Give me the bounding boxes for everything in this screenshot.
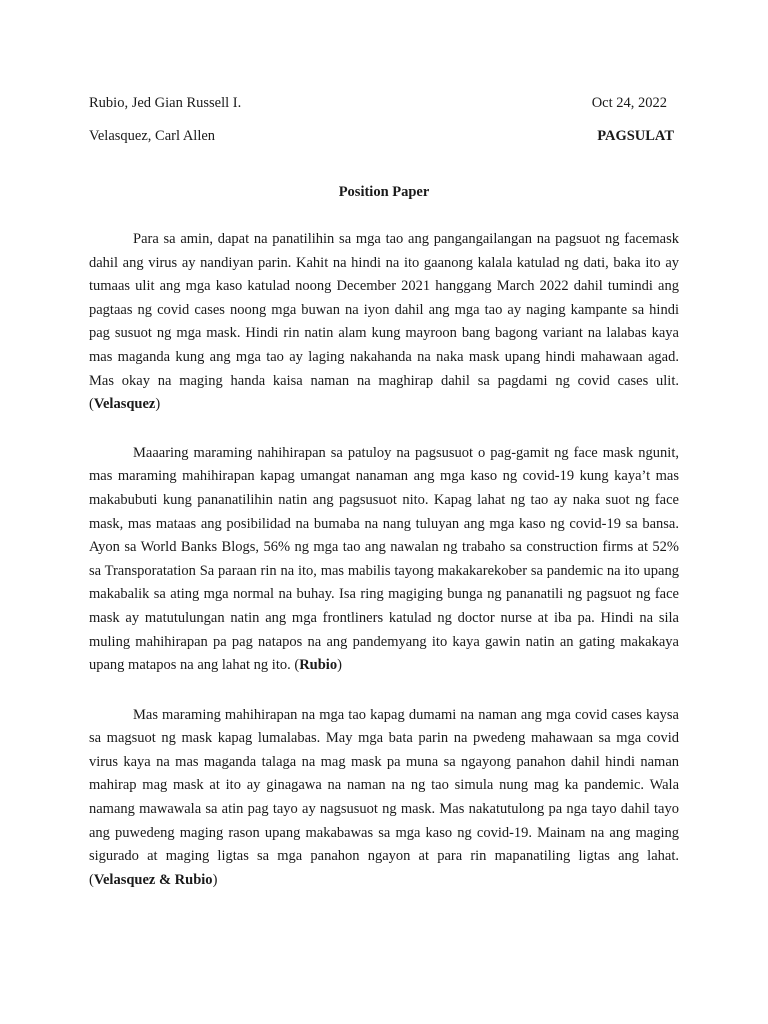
paragraph-1-author: Velasquez	[93, 396, 156, 413]
author-name-2: Velasquez, Carl Allen	[89, 128, 216, 144]
document-date: Oct 24, 2022	[591, 95, 667, 111]
document-page	[89, 93, 679, 892]
paragraph-2-text: Maaaring maraming nahihirapan sa patuloy na pagsusuot o pag-gamit ng face mask ngunit, mas maraming mahihirapan kapag umangat nanaman ang mga kaso ng covid-19 kung kaya’t mas makabubuti kung pananatilihin natin ang pagsusuot nito. Kapag lahat ng tao ay naka suot ng face mask, mas mataas ang posibilidad na bumaba na nang tuluyan ang mga kaso ng covid-19 sa bansa. Ayon sa World Banks Blogs, 56% ng mga tao ang nawalan ng trabaho sa construction firms at 52% sa Transporatation Sa paraan rin na ito, mas mabilis tayong makakarekober sa pandemic na ito upang makabalik sa ating mga normal na buhay. Isa ring magiging bunga ng pananatili ng pagsuot ng face mask ay matutulungan natin ang mga frontliners katulad ng doctor nurse at iba pa. Hindi na sila muling mahihirapan pa pag natapos na ang pandemyang ito kaya gawin natin an gating makakaya upang matapos na ang lahat ng ito. (	[89, 444, 679, 674]
paragraph-2-author: Rubio	[299, 657, 338, 674]
paragraph-1-close: )	[155, 396, 161, 413]
subject-label: PAGSULAT	[597, 128, 674, 144]
paragraph-2-close: )	[337, 657, 342, 674]
author-name-1: Rubio, Jed Gian Russell I.	[89, 95, 242, 111]
paragraph-1-text: Para sa amin, dapat na panatilihin sa mga tao ang pangangailangan na pagsuot ng facemask dahil ang virus ay nandiyan parin. Kahit na hindi na ito gaanong kalala katulad ng dati, baka ito ay tumaas ulit ang mga kaso katulad noong December 2021 hanggang March 2022 dahil tumindi ang pagtaas ng covid cases noong mga buwan na iyon dahil ang mga tao ay naging kampante sa hindi pag susuot ng mga mask. Hindi rin natin alam kung mayroon bang bagong variant na lalabas kaya mas maganda kung ang mga tao ay laging nakahanda na naka mask upang hindi mahawaan agad. Mas okay na maging handa kaisa naman na maghirap dahil sa pagdami ng covid cases ulit. (	[89, 231, 679, 413]
paragraph-3-text: Mas maraming mahihirapan na mga tao kapag dumami na naman ang mga covid cases kaysa sa magsuot ng mask kapag lumalabas. May mga bata parin na pwedeng mahawaan sa mga covid virus kaya na mas maganda talaga na mag mask pa muna sa ngayong panahon dahil hindi naman mahirap mag mask at ito ay ginagawa na naman na ng tao simula nung mag ka pandemic. Wala namang mawawala sa atin pag tayo ay nagsusuot ng mask. Mas nakatutulong pa nga tayo dahil tayo ang puwedeng maging rason upang makabawas sa mga kaso ng covid-19. Mainam na ang maging sigurado at maging ligtas sa mga panahon ngayon at para rin mapanatiling ligtas ang lahat.(	[89, 706, 679, 888]
header-row-2	[89, 126, 679, 146]
paragraph-3-close: )	[212, 871, 218, 888]
paragraph-3-author: Velasquez & Rubio	[93, 871, 213, 888]
paragraph-3	[89, 704, 679, 893]
paragraph-2	[89, 442, 679, 678]
paragraph-1	[89, 228, 679, 417]
header-row-1	[89, 93, 679, 113]
document-title: Position Paper	[338, 184, 430, 200]
